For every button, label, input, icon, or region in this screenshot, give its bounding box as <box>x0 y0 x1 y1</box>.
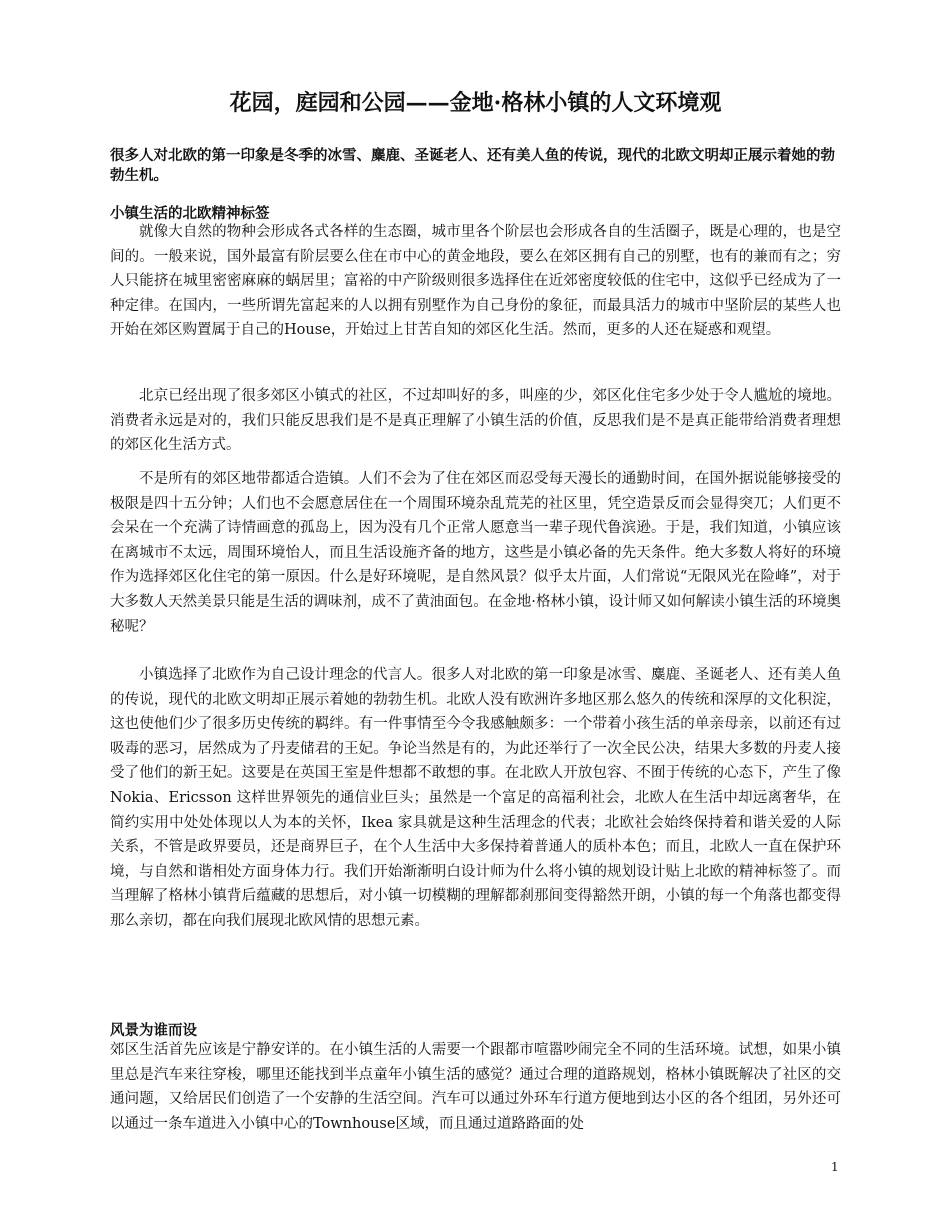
body-paragraph-5: 郊区生活首先应该是宁静安详的。在小镇生活的人需要一个跟都市喧嚣吵闹完全不同的生活环境。试想，如果小镇里总是汽车来往穿梭，哪里还能找到半点童年小镇生活的感觉？通过合理的道路规划，格林小镇既解决了社区的交通问题，又给居民们创造了一个安静的生活空间。汽车可以通过外环车行道方便地到达小区的各个组团，另外还可以通过一条车道进入小镇中心的Townhouse区域，而且通过道路路面的处 <box>110 1042 841 1132</box>
section-heading-north-europe-spirit: 小镇生活的北欧精神标签 <box>110 205 270 222</box>
body-paragraph-1: 就像大自然的物种会形成各式各样的生态圈，城市里各个阶层也会形成各自的生活圈子，既是心理的，也是空间的。一般来说，国外最富有阶层要么住在市中心的黄金地段，要么在郊区拥有自己的别墅，也有的兼而有之；穷人只能挤在城里密密麻麻的蜗居里；富裕的中产阶级则很多选择住在近郊密度较低的住宅中，这似乎已经成为了一种定律。在国内，一些所谓先富起来的人以拥有别墅作为自己身份的象征，而最具活力的城市中坚阶层的某些人也开始在郊区购置属于自己的House，开始过上甘苦自知的郊区化生活。然而，更多的人还在疑惑和观望。 <box>110 224 841 339</box>
body-paragraph-4: 小镇选择了北欧作为自己设计理念的代言人。很多人对北欧的第一印象是冰雪、麋鹿、圣诞老人、还有美人鱼的传说，现代的北欧文明却正展示着她的勃勃生机。北欧人没有欧洲许多地区那么悠久的传统和深厚的文化积淀，这也使他们少了很多历史传统的羁绊。有一件事情至今令我感触颇多：一个带着小孩生活的单亲母亲，以前还有过吸毒的恶习，居然成为了丹麦储君的王妃。争论当然是有的，为此还举行了一次全民公决，结果大多数的丹麦人接受了他们的新王妃。这要是在英国王室是件想都不敢想的事。在北欧人开放包容、不囿于传统的心态下，产生了像Nokia、Ericsson 这样世界领先的通信业巨头；虽然是一个富足的高福利社会，北欧人在生活中却远离奢华，在简约实用中处处体现以人为本的关怀，Ikea 家具就是这种生活理念的代表；北欧社会始终保持着和谐关爱的人际关系，不管是政界要员，还是商界巨子，在个人生活中大多保持着普通人的质朴本色；而且，北欧人一直在保护环境，与自然和谐相处方面身体力行。我们开始渐渐明白设计师为什么将小镇的规划设计贴上北欧的精神标签了。而当理解了格林小镇背后蕴藏的思想后，对小镇一切模糊的理解都刹那间变得豁然开朗，小镇的每一个角落也都变得那么亲切，都在向我们展现北欧风情的思想元素。 <box>110 667 841 929</box>
lead-paragraph: 很多人对北欧的第一印象是冬季的冰雪、麋鹿、圣诞老人、还有美人鱼的传说，现代的北欧文明却正展示着她的勃勃生机。 <box>110 147 835 184</box>
document-title: 花园，庭园和公园——金地·格林小镇的人文环境观 <box>229 90 722 116</box>
page-number: 1 <box>831 1160 839 1174</box>
section-heading-scenery: 风景为谁而设 <box>110 1022 197 1039</box>
body-paragraph-2: 北京已经出现了很多郊区小镇式的社区，不过却叫好的多，叫座的少，郊区化住宅多少处于令人尴尬的境地。消费者永远是对的，我们只能反思我们是不是真正理解了小镇生活的价值，反思我们是不是真正能带给消费者理想的郊区化生活方式。 <box>110 388 841 454</box>
body-paragraph-3: 不是所有的郊区地带都适合造镇。人们不会为了住在郊区而忍受每天漫长的通勤时间，在国外据说能够接受的极限是四十五分钟；人们也不会愿意居住在一个周围环境杂乱荒芜的社区里，凭空造景反而会显得突兀；人们更不会呆在一个充满了诗情画意的孤岛上，因为没有几个正常人愿意当一辈子现代鲁滨逊。于是，我们知道，小镇应该在离城市不太远，周围环境怡人，而且生活设施齐备的地方，这些是小镇必备的先天条件。绝大多数人将好的环境作为选择郊区化住宅的第一原因。什么是好环境呢，是自然风景？似乎太片面，人们常说“无限风光在险峰”，对于大多数人天然美景只能是生活的调味剂，成不了黄油面包。在金地·格林小镇，设计师又如何解读小镇生活的环境奥秘呢？ <box>110 471 841 635</box>
